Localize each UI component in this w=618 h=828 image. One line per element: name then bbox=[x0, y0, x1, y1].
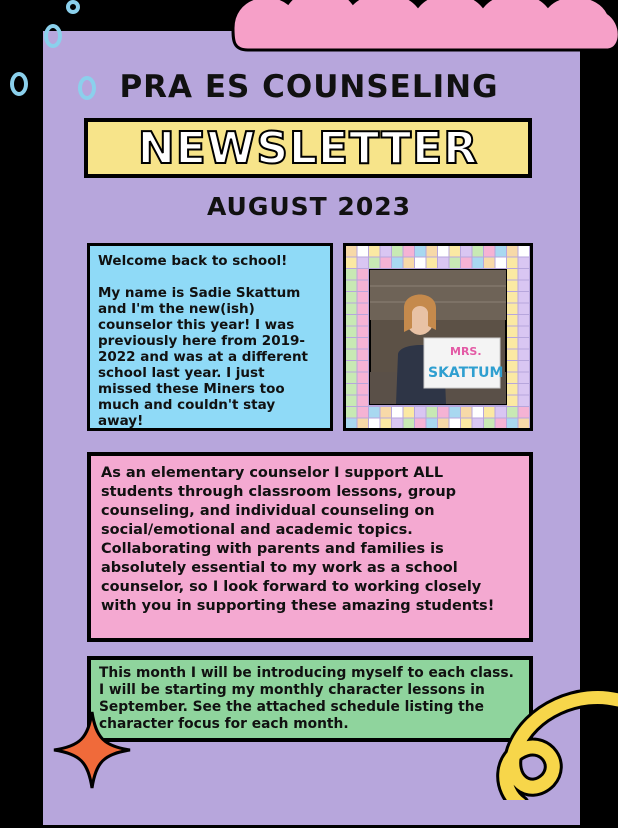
checker-tile bbox=[358, 281, 369, 292]
checker-tile bbox=[507, 246, 518, 257]
checker-tile bbox=[346, 373, 357, 384]
checker-tile bbox=[438, 419, 449, 429]
name-sign bbox=[424, 338, 503, 388]
checker-tile bbox=[519, 419, 530, 429]
swirl-ribbon bbox=[470, 680, 618, 800]
checker-tile bbox=[346, 327, 357, 338]
checker-tile bbox=[507, 292, 518, 303]
checker-tile bbox=[358, 292, 369, 303]
checker-tile bbox=[346, 269, 357, 280]
welcome-box bbox=[87, 243, 333, 431]
checker-tile bbox=[473, 258, 484, 269]
svg-text:SKATTUM: SKATTUM bbox=[428, 365, 504, 381]
checker-tile bbox=[358, 258, 369, 269]
checker-tile bbox=[427, 258, 438, 269]
checker-tile bbox=[473, 419, 484, 429]
checker-tile bbox=[438, 258, 449, 269]
checker-tile bbox=[346, 350, 357, 361]
checker-tile bbox=[358, 315, 369, 326]
title-banner bbox=[84, 118, 532, 178]
checker-tile bbox=[507, 258, 518, 269]
checker-tile bbox=[519, 304, 530, 315]
checker-tile bbox=[519, 361, 530, 372]
checker-tile bbox=[519, 246, 530, 257]
checker-tile bbox=[496, 419, 507, 429]
checker-tile bbox=[507, 327, 518, 338]
checker-tile bbox=[427, 246, 438, 257]
checker-tile bbox=[392, 407, 403, 418]
checker-tile bbox=[450, 407, 461, 418]
checker-tile bbox=[346, 396, 357, 407]
checker-tile bbox=[507, 407, 518, 418]
checker-tile bbox=[507, 281, 518, 292]
checker-tile bbox=[484, 258, 495, 269]
checker-tile bbox=[369, 246, 380, 257]
checker-tile bbox=[473, 407, 484, 418]
checker-tile bbox=[519, 315, 530, 326]
checker-tile bbox=[507, 315, 518, 326]
photo-frame bbox=[346, 246, 530, 428]
checker-tile bbox=[496, 407, 507, 418]
checker-tile bbox=[507, 373, 518, 384]
checker-tile bbox=[450, 419, 461, 429]
checker-tile bbox=[415, 407, 426, 418]
checker-tile bbox=[381, 407, 392, 418]
newsletter-title: NEWSLETTER bbox=[137, 122, 479, 174]
checker-tile bbox=[438, 246, 449, 257]
checker-tile bbox=[519, 396, 530, 407]
checker-tile bbox=[461, 246, 472, 257]
checker-tile bbox=[484, 246, 495, 257]
checker-tile bbox=[507, 338, 518, 349]
checker-tile bbox=[461, 407, 472, 418]
checker-tile bbox=[507, 350, 518, 361]
welcome-greeting: Welcome back to school! bbox=[98, 253, 288, 269]
checker-tile bbox=[415, 419, 426, 429]
checker-tile bbox=[519, 327, 530, 338]
checker-tile bbox=[507, 419, 518, 429]
checker-tile bbox=[519, 292, 530, 303]
checker-tile bbox=[346, 407, 357, 418]
checker-tile bbox=[484, 407, 495, 418]
checker-tile bbox=[346, 304, 357, 315]
checker-tile bbox=[438, 407, 449, 418]
welcome-body: My name is Sadie Skattum and I'm the new(ish) counselor this year! I was previously here from 2019-2022 and was at a different school last year. I just missed these Miners too much and couldn't stay away! bbox=[98, 285, 309, 429]
svg-text:MRS.: MRS. bbox=[450, 345, 482, 358]
checker-tile bbox=[507, 361, 518, 372]
checker-tile bbox=[346, 281, 357, 292]
checker-tile bbox=[473, 246, 484, 257]
checker-tile bbox=[346, 384, 357, 395]
ring-icon bbox=[66, 0, 80, 14]
checker-tile bbox=[392, 246, 403, 257]
checker-tile bbox=[507, 269, 518, 280]
issue-date: AUGUST 2023 bbox=[206, 192, 412, 221]
organization-name: PRA ES COUNSELING bbox=[119, 69, 499, 105]
cloud-decoration bbox=[228, 0, 618, 58]
checker-tile bbox=[450, 246, 461, 257]
checker-tile bbox=[358, 419, 369, 429]
checker-tile bbox=[496, 258, 507, 269]
checker-tile bbox=[358, 338, 369, 349]
checker-tile bbox=[519, 269, 530, 280]
counselor-photo bbox=[343, 243, 533, 431]
checker-tile bbox=[415, 246, 426, 257]
mission-box: As an elementary counselor I support ALL students through classroom lessons, group counseling, and individual counseling on social/emotional and academic topics. Collaborating with parents and families is absolutely essential to my work as a school counselor, so I look forward to working closely with you in supporting these amazing students! bbox=[87, 452, 533, 642]
checker-tile bbox=[358, 396, 369, 407]
checker-tile bbox=[519, 350, 530, 361]
checker-tile bbox=[484, 419, 495, 429]
checker-tile bbox=[404, 419, 415, 429]
checker-tile bbox=[450, 258, 461, 269]
checker-tile bbox=[404, 258, 415, 269]
checker-tile bbox=[369, 419, 380, 429]
checker-tile bbox=[358, 373, 369, 384]
checker-tile bbox=[519, 258, 530, 269]
checker-tile bbox=[461, 258, 472, 269]
checker-tile bbox=[427, 407, 438, 418]
checker-tile bbox=[358, 327, 369, 338]
checker-tile bbox=[346, 315, 357, 326]
checker-tile bbox=[415, 258, 426, 269]
checker-tile bbox=[358, 304, 369, 315]
sparkle-icon bbox=[52, 710, 132, 790]
checker-tile bbox=[427, 419, 438, 429]
checker-tile bbox=[381, 246, 392, 257]
checker-tile bbox=[358, 384, 369, 395]
checker-tile bbox=[519, 407, 530, 418]
checker-tile bbox=[369, 258, 380, 269]
checker-tile bbox=[496, 246, 507, 257]
checker-tile bbox=[404, 407, 415, 418]
checker-tile bbox=[358, 361, 369, 372]
checker-tile bbox=[346, 292, 357, 303]
checker-tile bbox=[381, 258, 392, 269]
checker-tile bbox=[358, 246, 369, 257]
checker-tile bbox=[381, 419, 392, 429]
checker-tile bbox=[507, 304, 518, 315]
checker-tile bbox=[358, 350, 369, 361]
checker-tile bbox=[519, 338, 530, 349]
checker-tile bbox=[346, 419, 357, 429]
checker-tile bbox=[346, 258, 357, 269]
checker-tile bbox=[369, 407, 380, 418]
this-month-box: This month I will be introducing myself to each class. I will be starting my monthly character lessons in September. See the attached schedule listing the character focus for each month. bbox=[87, 656, 533, 742]
checker-tile bbox=[519, 384, 530, 395]
checker-tile bbox=[461, 419, 472, 429]
checker-tile bbox=[358, 407, 369, 418]
checker-tile bbox=[346, 361, 357, 372]
checker-tile bbox=[507, 396, 518, 407]
checker-tile bbox=[358, 269, 369, 280]
checker-tile bbox=[346, 246, 357, 257]
checker-tile bbox=[519, 281, 530, 292]
checker-tile bbox=[507, 384, 518, 395]
checker-tile bbox=[519, 373, 530, 384]
checker-tile bbox=[404, 246, 415, 257]
checker-tile bbox=[392, 258, 403, 269]
checker-tile bbox=[392, 419, 403, 429]
checker-tile bbox=[346, 338, 357, 349]
ring-icon bbox=[44, 24, 62, 48]
